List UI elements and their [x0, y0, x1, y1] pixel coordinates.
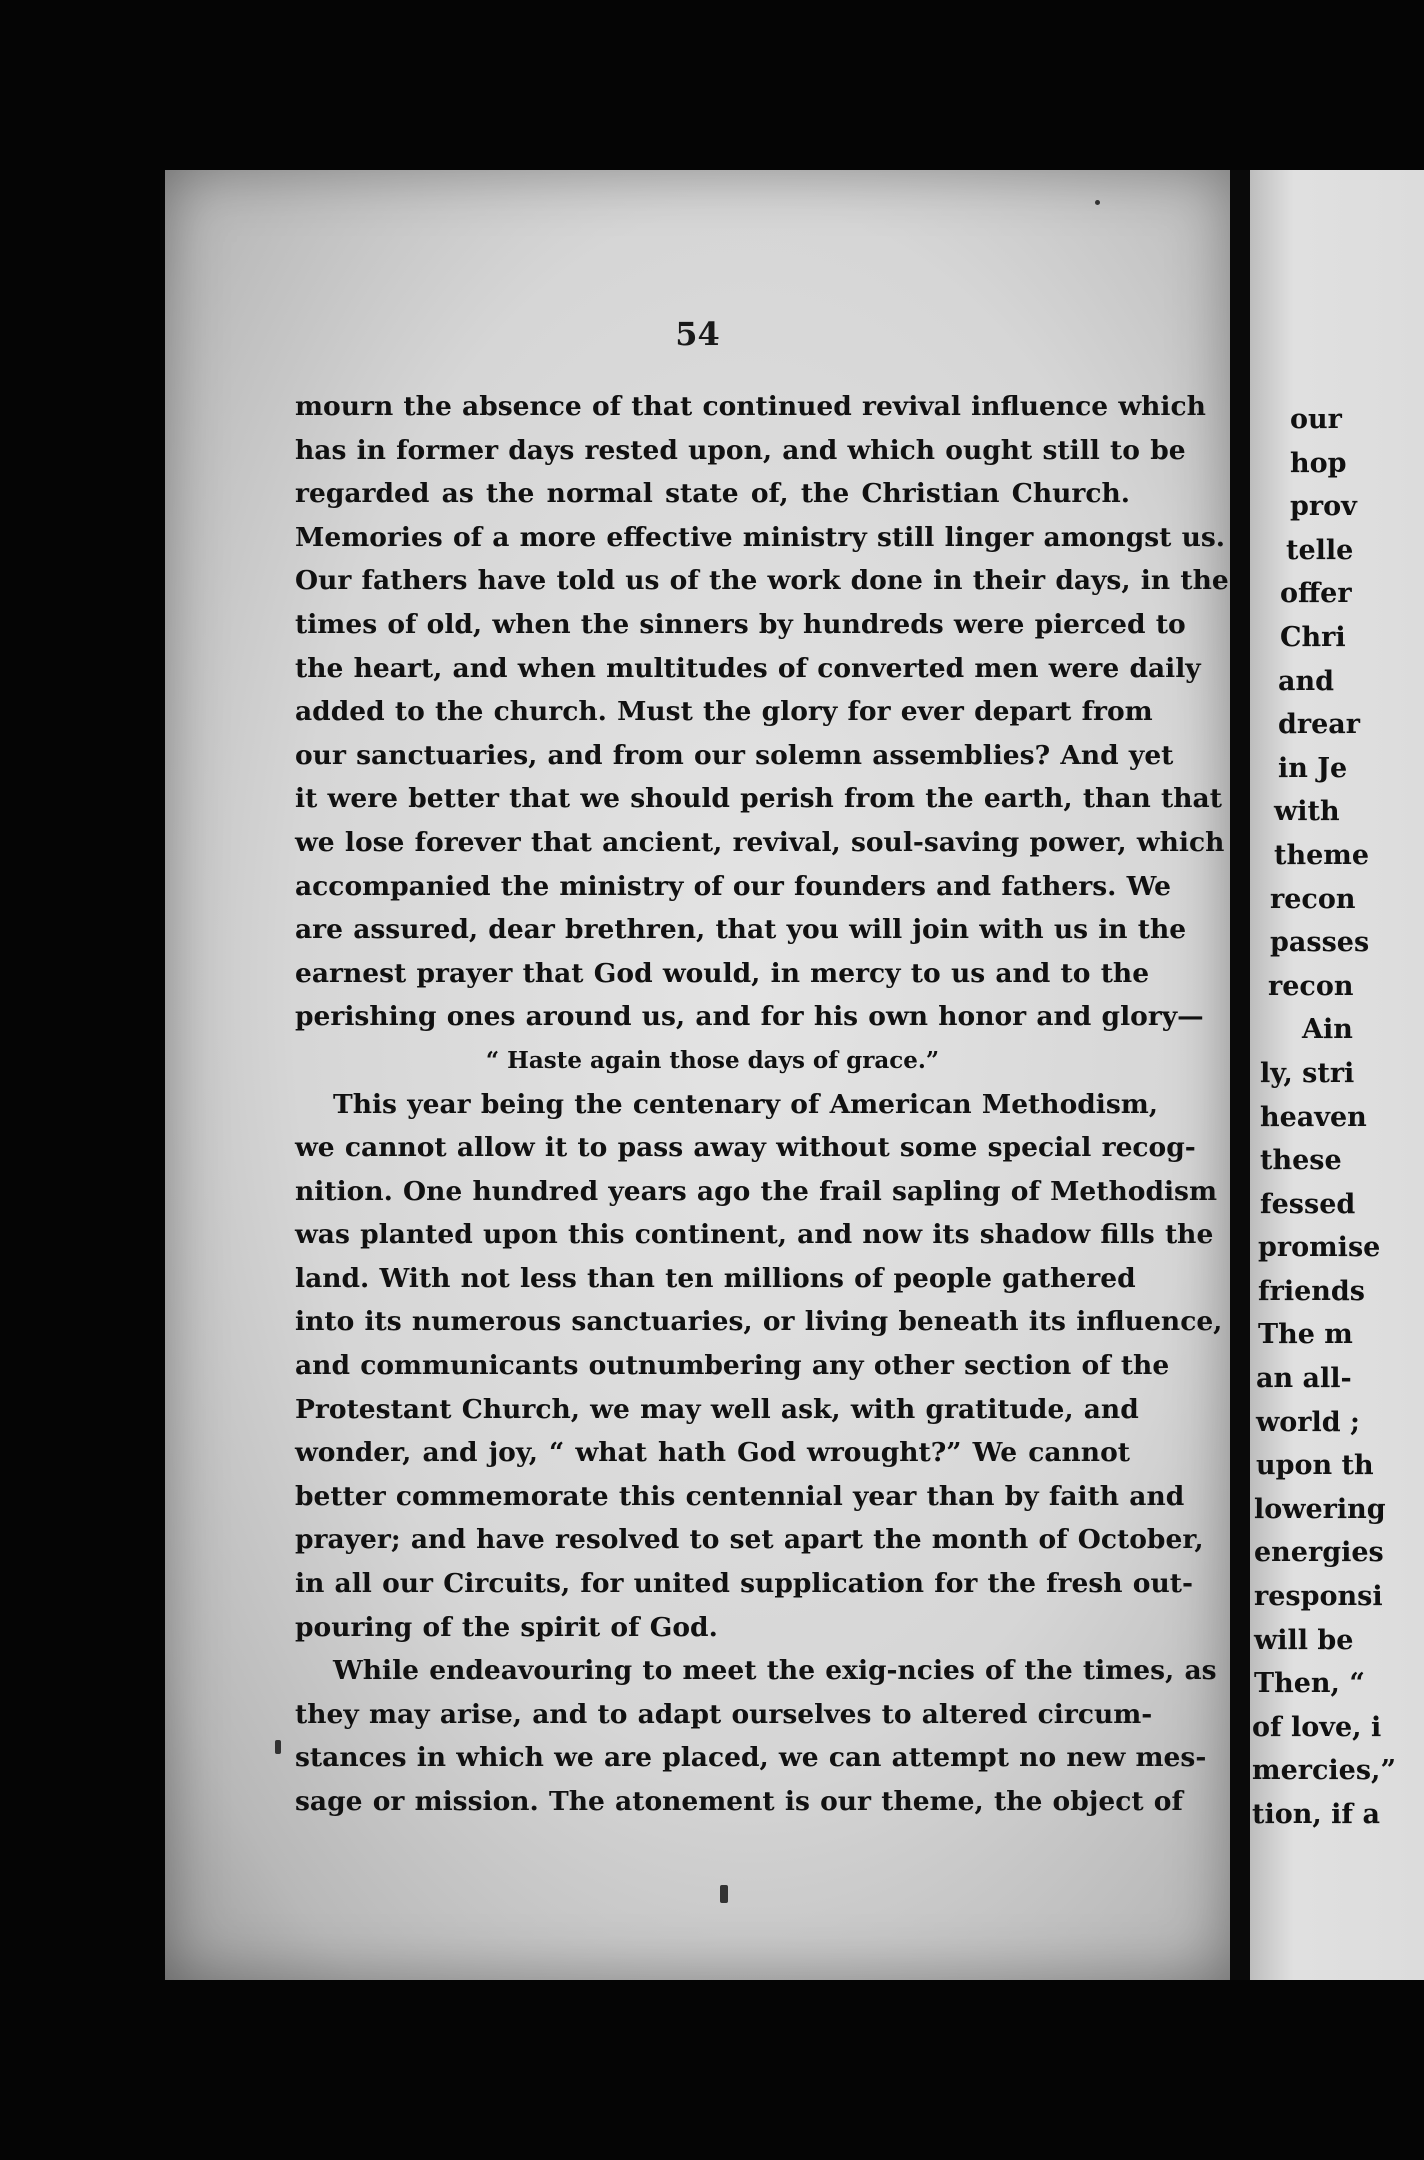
text-fragment: hop: [1290, 447, 1347, 479]
text-line: earnest prayer that God would, in mercy to us and to the: [295, 957, 1150, 989]
text-line: it were better that we should perish from the earth, than that: [295, 783, 1222, 815]
text-fragment: drear: [1278, 709, 1361, 741]
text-line: we cannot allow it to pass away without some special recog-: [295, 1132, 1196, 1164]
hymn-quote: “ Haste again those days of grace.”: [485, 1046, 940, 1074]
text-fragment: fessed: [1260, 1188, 1356, 1220]
text-line: mourn the absence of that continued revival influence which: [295, 391, 1206, 422]
ink-speck: [1095, 200, 1100, 205]
ink-speck: [275, 1740, 281, 1754]
text-line: nition. One hundred years ago the frail sapling of Methodism: [295, 1175, 1218, 1207]
text-line: stances in which we are placed, we can attempt no new mes-: [295, 1742, 1207, 1774]
text-line: While endeavouring to meet the exig-ncies of the times, as: [333, 1655, 1217, 1687]
text-line: times of old, when the sinners by hundreds were pierced to: [295, 608, 1186, 640]
text-line: has in former days rested upon, and which ought still to be: [295, 434, 1186, 466]
text-line: land. With not less than ten millions of people gathered: [295, 1262, 1136, 1294]
text-fragment: in Je: [1278, 752, 1348, 784]
text-line: Memories of a more effective ministry still linger amongst us.: [295, 521, 1226, 553]
body-text: [295, 385, 1229, 1824]
text-fragment: tion, if a: [1252, 1799, 1380, 1830]
text-line: pouring of the spirit of God.: [295, 1611, 718, 1643]
text-line: added to the church. Must the glory for ever depart from: [295, 696, 1153, 728]
text-line: Our fathers have told us of the work done in their days, in the: [295, 565, 1229, 597]
text-line: accompanied the ministry of our founders and fathers. We: [295, 870, 1172, 902]
text-fragment: and: [1278, 665, 1335, 697]
text-line: are assured, dear brethren, that you will join with us in the: [295, 914, 1187, 946]
text-fragment: responsi: [1254, 1581, 1383, 1613]
text-line: Protestant Church, we may well ask, with gratitude, and: [295, 1393, 1139, 1425]
text-fragment: Ain: [1302, 1014, 1353, 1046]
text-fragment: world ;: [1256, 1406, 1360, 1438]
book-gutter: [1230, 170, 1250, 1980]
text-fragment: lowering: [1254, 1493, 1386, 1525]
text-fragment: an all-: [1256, 1363, 1352, 1395]
text-fragment: Then, “: [1254, 1668, 1365, 1700]
text-line: wonder, and joy, “ what hath God wrought?” We cannot: [295, 1437, 1130, 1469]
text-line: perishing ones around us, and for his own honor and glory—: [295, 1001, 1204, 1033]
text-line: regarded as the normal state of, the Christian Church.: [295, 478, 1130, 510]
page-number: 54: [675, 315, 720, 353]
text-fragment: The m: [1258, 1319, 1353, 1351]
text-fragment: will be: [1254, 1624, 1354, 1656]
text-fragment: our: [1290, 404, 1342, 435]
left-page: [165, 170, 1230, 1980]
text-line: This year being the centenary of American Methodism,: [333, 1088, 1159, 1120]
text-fragment: recon: [1270, 883, 1356, 915]
text-fragment: energies: [1254, 1537, 1384, 1569]
text-line: in all our Circuits, for united supplication for the fresh out-: [295, 1568, 1193, 1600]
text-fragment: upon th: [1256, 1450, 1374, 1482]
text-fragment: recon: [1268, 970, 1354, 1002]
text-line: they may arise, and to adapt ourselves to altered circum-: [295, 1698, 1153, 1730]
text-fragment: Chri: [1280, 621, 1346, 653]
text-fragment: theme: [1274, 839, 1370, 871]
text-fragment: heaven: [1260, 1101, 1367, 1133]
text-line: into its numerous sanctuaries, or living beneath its influence,: [295, 1306, 1223, 1338]
text-line: was planted upon this continent, and now its shadow fills the: [295, 1219, 1214, 1251]
ink-speck: [720, 1885, 728, 1903]
text-line: and communicants outnumbering any other section of the: [295, 1350, 1170, 1382]
text-fragment: with: [1274, 796, 1340, 828]
text-fragment: of love, i: [1252, 1711, 1382, 1743]
text-line: we lose forever that ancient, revival, soul-saving power, which: [295, 826, 1225, 858]
text-fragment: passes: [1270, 927, 1370, 959]
text-line: better commemorate this centennial year than by faith and: [295, 1480, 1185, 1512]
text-fragment: offer: [1280, 578, 1352, 610]
text-line: prayer; and have resolved to set apart the month of October,: [295, 1524, 1204, 1556]
text-fragment: ly, stri: [1260, 1057, 1355, 1089]
text-fragment: mercies,”: [1252, 1755, 1396, 1787]
text-line: the heart, and when multitudes of converted men were daily: [295, 652, 1201, 684]
text-line: sage or mission. The atonement is our theme, the object of: [295, 1786, 1183, 1817]
text-fragment: friends: [1258, 1275, 1365, 1307]
right-page: [1250, 170, 1424, 1980]
right-page-text: [1250, 398, 1424, 1837]
text-fragment: promise: [1258, 1232, 1381, 1264]
text-fragment: prov: [1290, 491, 1357, 523]
text-line: our sanctuaries, and from our solemn assemblies? And yet: [295, 739, 1174, 771]
text-fragment: these: [1260, 1145, 1342, 1177]
text-fragment: telle: [1286, 534, 1354, 566]
